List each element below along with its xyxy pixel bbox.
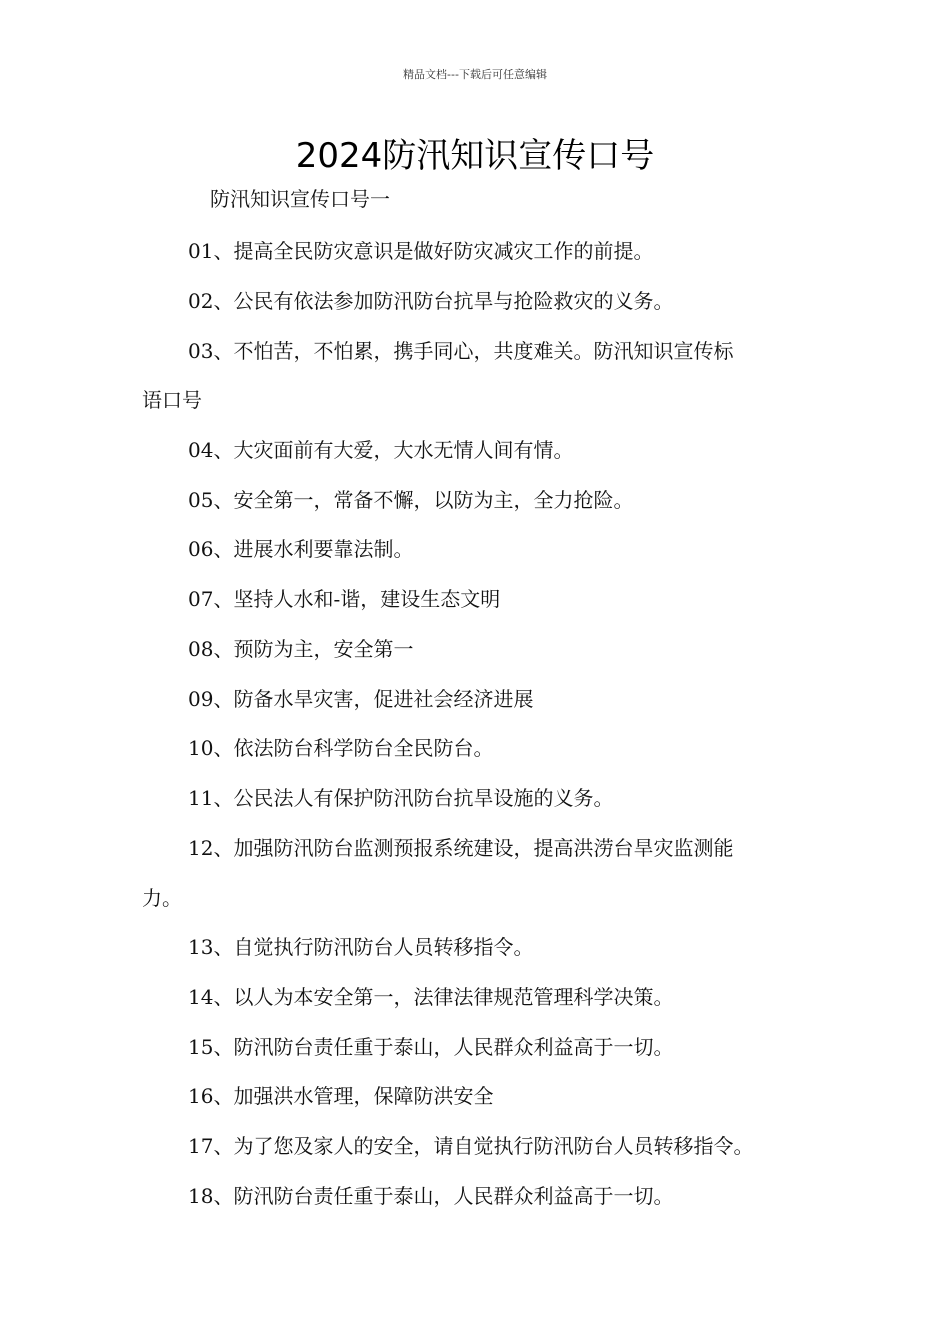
slogan-item: 05、安全第一，常备不懈，以防为主，全力抢险。 — [188, 488, 634, 512]
slogan-item: 14、以人为本安全第一，法律法律规范管理科学决策。 — [188, 985, 674, 1009]
slogan-item: 10、依法防台科学防台全民防台。 — [188, 736, 494, 760]
section-heading: 防汛知识宣传口号一 — [210, 187, 390, 211]
slogan-item-continuation: 语口号 — [142, 388, 202, 412]
slogan-item: 12、加强防汛防台监测预报系统建设，提高洪涝台旱灾监测能 — [188, 836, 734, 860]
slogan-item: 02、公民有依法参加防汛防台抗旱与抢险救灾的义务。 — [188, 289, 674, 313]
slogan-item: 04、大灾面前有大爱，大水无情人间有情。 — [188, 438, 574, 462]
slogan-item: 08、预防为主，安全第一 — [188, 637, 414, 661]
page-header-watermark: 精品文档---下载后可任意编辑 — [403, 68, 547, 81]
slogan-item: 03、不怕苦，不怕累，携手同心，共度难关。防汛知识宣传标 — [188, 339, 734, 363]
slogan-item: 18、防汛防台责任重于泰山，人民群众利益高于一切。 — [188, 1184, 674, 1208]
document-title: 2024防汛知识宣传口号 — [295, 136, 655, 176]
slogan-item-continuation: 力。 — [142, 886, 182, 910]
slogan-item: 07、坚持人水和-谐，建设生态文明 — [188, 587, 501, 611]
slogan-item: 13、自觉执行防汛防台人员转移指令。 — [188, 935, 534, 959]
slogan-item: 16、加强洪水管理，保障防洪安全 — [188, 1084, 494, 1108]
slogan-item: 17、为了您及家人的安全，请自觉执行防汛防台人员转移指令。 — [188, 1134, 754, 1158]
slogan-item: 06、进展水利要靠法制。 — [188, 537, 414, 561]
slogan-item: 15、防汛防台责任重于泰山，人民群众利益高于一切。 — [188, 1035, 674, 1059]
slogan-item: 01、提高全民防灾意识是做好防灾减灾工作的前提。 — [188, 239, 654, 263]
slogan-item: 09、防备水旱灾害，促进社会经济进展 — [188, 687, 534, 711]
slogan-item: 11、公民法人有保护防汛防台抗旱设施的义务。 — [188, 786, 614, 810]
